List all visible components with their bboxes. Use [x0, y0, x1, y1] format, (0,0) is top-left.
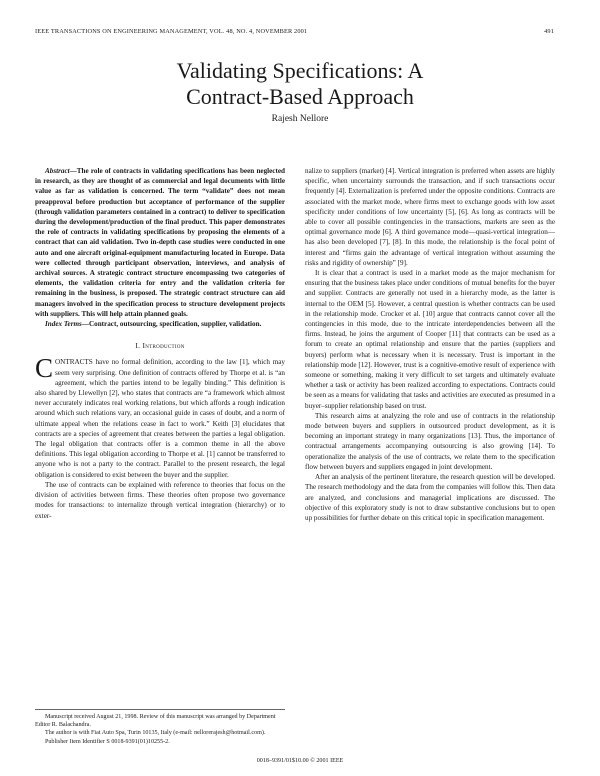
intro-p1-text: ONTRACTS have no formal definition, according to the law [1], which may seem very surprising. One definition of contracts offered by Thorpe et al. is “an agreement, which the parties intend to be legally binding.” This definition is also shared by Llewellyn [2], who states that contracts are “a framework which almost never accurately indicates real working relations, but which affords a rough indication around which such relations vary, an occasional guide in cases of doubt, and a norm of ultimate appeal when the relations cease in fact to work.” Keith [3] elucidates that contracts are a species of agreement that creates between the parties a legal obligation. The legal obligation that contracts offer is a common theme in all the above definitions. This legal obligation according to Thorpe et al. [1] cannot be transferred to anyone who is not a party to the contract. Parallel to the present research, the legal obligation is considered to exist between the buyer and the supplier. [35, 358, 285, 479]
right-paragraph-1: nalize to suppliers (market) [4]. Vertical integration is preferred when assets are highly specific, when uncertainty surrounds the transaction, and if such transactions occur frequently [4]. Externalization is preferred under the opposite conditions. Contracts are associated with the market mode, where firms meet to exchange goods with low asset specificity under conditions of low uncertainty [5], [6]. As long as contracts will be able to cover all possible contingencies in the transactions, markets are seen as the optimal governance mode [6]. A third governance mode—quasi-vertical integration—has also been developed [7], [8]. In this mode, the relationship is the focal point of interest and “firms gain the advantage of vertical integration without assuming the risks and rigidity of ownership” [9]. [305, 167, 555, 267]
title-line-2: Contract-Based Approach [186, 84, 414, 109]
abstract-text: The role of contracts in validating specifications has been neglected in research, as they are thought of as commercial and legal documents with little value as far as validation is concerned. The term “validate” does not mean preapproval before production but acceptance of performance of the supplier (through validation parameters contained in a contract) to deliver to specification during the development/production of the final product. This paper demonstrates the role of contracts in validating specifications by proposing the elements of a contract that can aid validation. Two in-depth case studies were conducted in one auto and one aircraft original-equipment manufacturing located in Europe. Data were collected through participant observation, interviews, and analysis of archival sources. A strategic contract structure encompassing two categories of elements, the validation criteria for entry and the validation criteria for remaining in the business, is proposed. The strategic contract structure can aid managers involved in the specification process to structure development projects with suppliers. This will help attain planned goals. [35, 167, 285, 318]
footnote [35, 709, 285, 746]
footnote-publisher-id: Publisher Item Identifier S 0018-9391(01)10255-2. [45, 738, 170, 745]
paper-title [0, 58, 600, 110]
right-paragraph-4: After an analysis of the pertinent literature, the research question will be developed. The research methodology and the data from the companies will follow this. Then data are analyzed, and conclusions and managerial implications are discussed. The objective of this exploratory study is not to draw substantive conclusions but to open up possibilities for further debate on this critical topic in specification management. [305, 473, 555, 522]
footnote-manuscript: Manuscript received August 21, 1998. Review of this manuscript was arranged by Department Editor R. Balachandra. [35, 714, 276, 729]
drop-cap: C [35, 353, 54, 384]
author-name: Rajesh Nellore [271, 114, 329, 124]
index-terms-lead: Index Terms [45, 320, 82, 329]
running-header [35, 28, 554, 40]
title-line-1: Validating Specifications: A [176, 58, 424, 83]
abstract: Abstract—The role of contracts in validating specifications has been neglected in research, as they are thought of as commercial and legal documents with little value as far as validation is concerned. The term “validate” does not mean preapproval before production but acceptance of performance of the supplier (through validation parameters contained in a contract) to deliver to specification during the development/production of the final product. This paper demonstrates the role of contracts in validating specifications by proposing the elements of a contract that can aid validation. Two in-depth case studies were conducted in one auto and one aircraft original-equipment manufacturing located in Europe. Data were collected through participant observation, interviews, and analysis of archival sources. A strategic contract structure encompassing two categories of elements, the validation criteria for entry and the validation criteria for remaining in the business, is proposed. The strategic contract structure can aid managers involved in the specification process to structure development projects with suppliers. This will help attain planned goals. [35, 167, 285, 318]
section-heading-introduction: I. Introduction [135, 341, 185, 351]
journal-header: IEEE TRANSACTIONS ON ENGINEERING MANAGEMENT, VOL. 48, NO. 4, NOVEMBER 2001 [35, 28, 308, 35]
right-paragraph-3: This research aims at analyzing the role and use of contracts in the relationship mode between buyers and suppliers in outsourced product development, as it is becoming an important strategy in many organizations [13]. Thus, the importance of contractual arrangements accompanying outsourcing is also growing [14]. To operationalize the analysis of the use of contracts, we relate them to the specification flow between buyers and suppliers engaged in joint development. [305, 411, 555, 471]
page-number: 491 [544, 28, 554, 35]
index-terms-text: Contract, outsourcing, specification, supplier, validation. [88, 320, 262, 329]
footnote-author: The author is with Fiat Auto Spa, Turin 10135, Italy (e-mail: nellorerajesh@hotmail.com). [45, 730, 266, 737]
intro-paragraph-1 [35, 353, 285, 479]
left-column [35, 166, 285, 521]
right-column [305, 166, 555, 523]
right-paragraph-2: It is clear that a contract is used in a market mode as the major mechanism for ensuring that the business takes place under conditions of mutual benefits for the buyer and supplier. Contracts are generally not used in a hierarchy mode, as the latter is internal to the OEM [5]. However, a central question is whether contracts can be used in the relationship mode. Crocker et al. [10] argue that contracts cannot cover all the contingencies in this mode, due to the intricate interdependencies between all the firms. Instead, he joins the argument of Cooper [11] that contracts can be used as a forum to create an optimal relationship and ensure that the parties (suppliers and buyers) perform what is necessary when it is necessary. Trust is important in the relationship mode [12]. However, trust is a cognitive-emotive result of experience with someone or something, making it very difficult to set targets and ultimately evaluate whether a task or activity has been realized according to expectations. Contracts could be seen as a means for validating that tasks and activities are executed as presumed in a buyer–supplier relationship based on trust. [305, 269, 555, 410]
intro-paragraph-2: The use of contracts can be explained with reference to theories that focus on the division of activities between firms. These theories often propose two governance modes for transactions: to internalize through vertical integration (hierarchy) or to exter- [35, 480, 285, 520]
abstract-lead: Abstract [45, 167, 70, 175]
page-footer: 0018–9391/01$10.00 © 2001 IEEE [256, 758, 344, 764]
index-terms: Index Terms—Contract, outsourcing, specification, supplier, validation. [45, 320, 262, 329]
